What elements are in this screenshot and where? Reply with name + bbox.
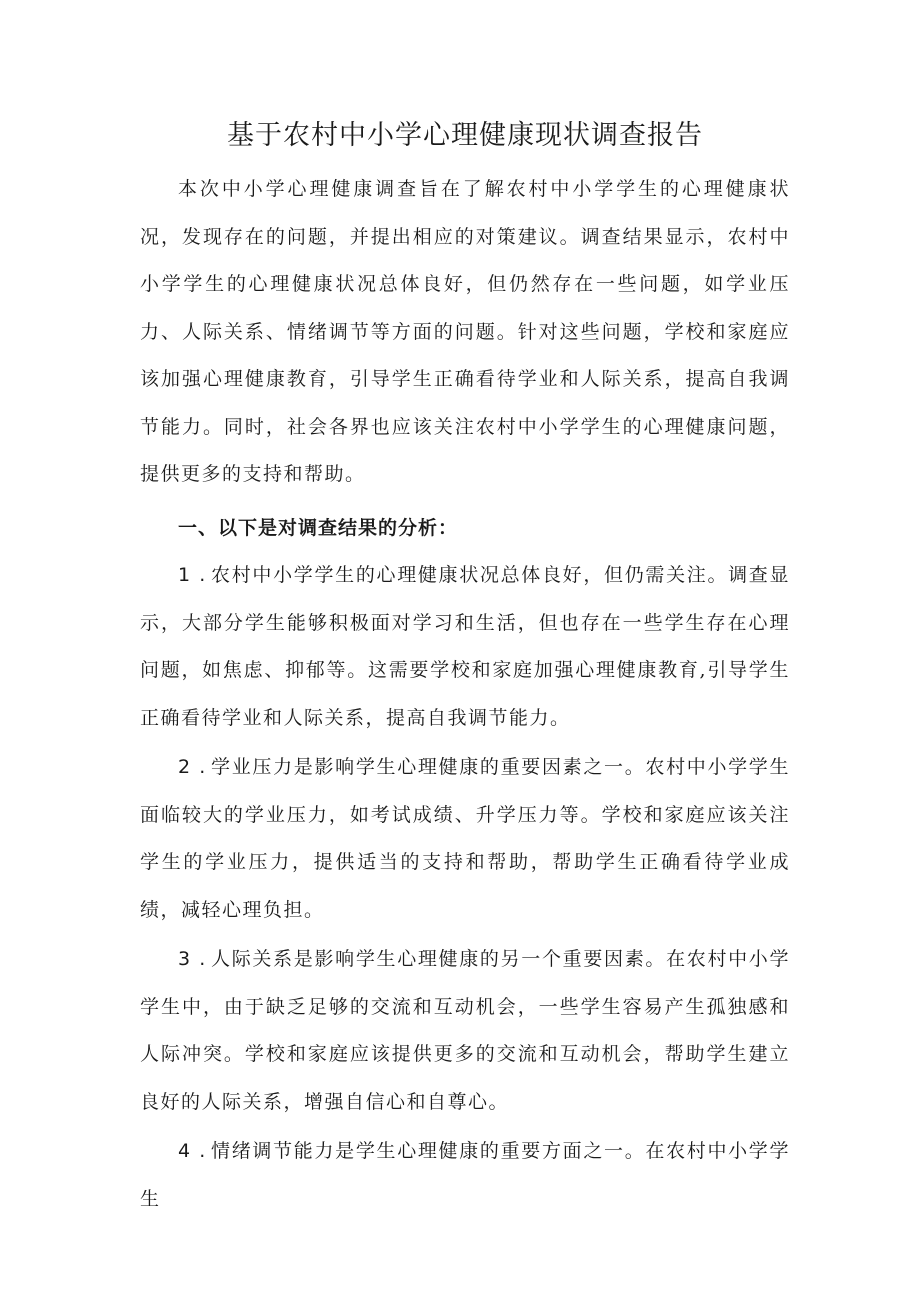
- item-text: 学业压力是影响学生心理健康的重要因素之一。农村中小学学生面临较大的学业压力，如考试成绩、升学压力等。学校和家庭应该关注学生的学业压力，提供适当的支持和帮助，帮助学生正确看待学业成绩，减轻心理负担。: [140, 756, 790, 921]
- section-heading: 一、以下是对调查结果的分析：: [178, 516, 459, 539]
- document-title: 基于农村中小学心理健康现状调查报告: [227, 120, 703, 151]
- item-number: 2 .: [178, 756, 207, 778]
- item-text: 情绪调节能力是学生心理健康的重要方面之一。在农村中小学学生: [140, 1140, 790, 1210]
- document-page: [140, 110, 790, 1225]
- item-number: 3 .: [178, 948, 207, 970]
- item-number: 1 .: [178, 564, 207, 586]
- analysis-item-4: [140, 1128, 790, 1223]
- intro-paragraph: 本次中小学心理健康调查旨在了解农村中小学学生的心理健康状况，发现存在的问题，并提出相应的对策建议。调查结果显示，农村中小学学生的心理健康状况总体良好，但仍然存在一些问题，如学业压力、人际关系、情绪调节等方面的问题。针对这些问题，学校和家庭应该加强心理健康教育，引导学生正确看待学业和人际关系，提高自我调节能力。同时，社会各界也应该关注农村中小学学生的心理健康问题，提供更多的支持和帮助。: [140, 178, 790, 485]
- item-text: 人际关系是影响学生心理健康的另一个重要因素。在农村中小学学生中，由于缺乏足够的交流和互动机会，一些学生容易产生孤独感和人际冲突。学校和家庭应该提供更多的交流和互动机会，帮助学生建立良好的人际关系，增强自信心和自尊心。: [140, 948, 790, 1113]
- analysis-item-1: [140, 552, 790, 742]
- analysis-item-2: [140, 744, 790, 934]
- item-number: 4 .: [178, 1140, 207, 1162]
- analysis-item-3: [140, 936, 790, 1126]
- item-text: 农村中小学学生的心理健康状况总体良好，但仍需关注。调查显示，大部分学生能够积极面对学习和生活，但也存在一些学生存在心理问题，如焦虑、抑郁等。这需要学校和家庭加强心理健康教育,引导学生正确看待学业和人际关系，提高自我调节能力。: [140, 564, 790, 729]
